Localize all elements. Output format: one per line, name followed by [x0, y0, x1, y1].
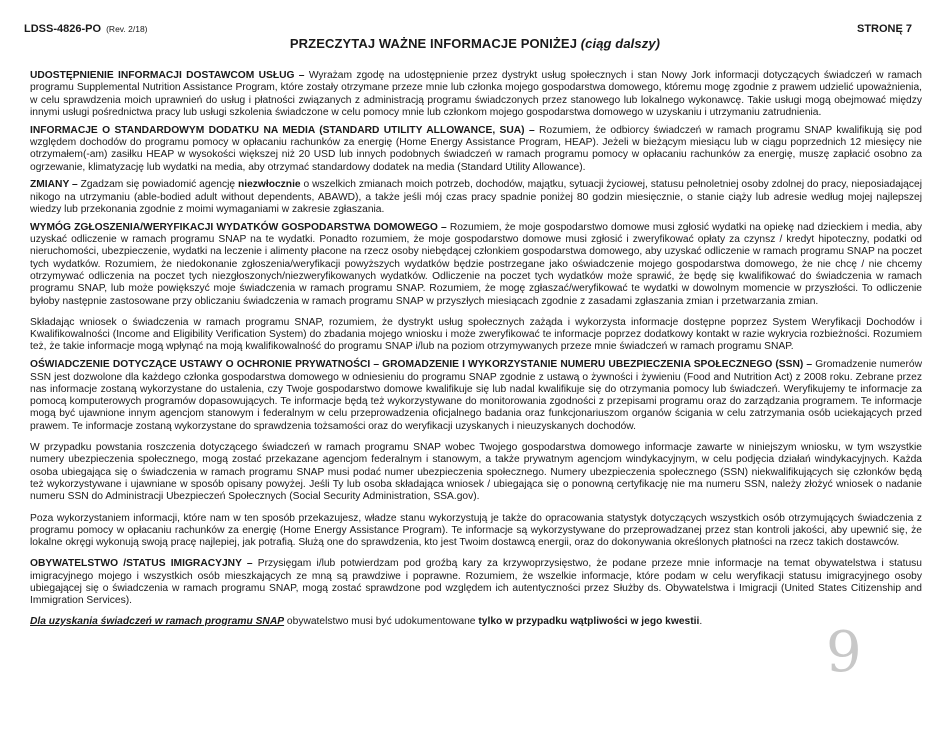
paragraph-heap-statistics	[30, 513, 922, 550]
section-heading: OBYWATELSTWO /STATUS IMIGRACYJNY –	[30, 558, 253, 570]
section-text: Poza wykorzystaniem informacji, które nam w ten sposób przekazujesz, władze stanu wykorzystują je także do opracowania statystyk dotyczących wszystkich osób otrzymujących świadczenia z programu pomocy w opłacaniu rachunków za energię (Home Energy Assistance Program). Te informacje są wykorzystywane do przeprowadzanej przez stan kontroli jakości, aby upewnić się, że lokalne okręgi wykonują swoją pracę najlepiej, jak potrafią. Służą one do sprawdzenia, kto jest Twoim dostawcą energii, oraz do dokonywania określonych płatności na rzecz takich dostawców.	[30, 512, 922, 549]
form-id	[24, 23, 148, 35]
section-privacy-ssn	[30, 359, 922, 433]
underlined-text: Dla uzyskania świadczeń w ramach programu SNAP	[30, 615, 285, 627]
section-text: W przypadku powstania roszczenia dotyczącego świadczeń w ramach programu SNAP wobec Twojego gospodarstwa domowego informacje zawarte w niniejszym wniosku, w tym wszystkie numery ubezpieczenia społecznego, mogą zostać przekazane agencjom federalnym i stanowym, a także prywatnym agencjom windykacyjnym, w celu podjęcia działań windykacyjnych. Każda osoba ubiegająca się o świadczenia w ramach programu SNAP musi podać numer ubezpieczenia społecznego. Numery ubezpieczenia społecznego (SSN) niekwalifikujących się członków będą też wykorzystywane i ujawniane w sposób opisany powyżej. Jeśli Ty lub osoba składająca wniosek / ubiegająca się o ponowną certyfikację nie ma numeru SSN, należy złożyć wniosek o nadanie numeru SSN do Administracji Ubezpieczeń Społecznych (Social Security Administration, SSA.gov).	[30, 442, 922, 503]
end-punctuation: .	[699, 615, 703, 627]
page-marker-number: 9	[826, 620, 862, 685]
section-heading: UDOSTĘPNIENIE INFORMACJI DOSTAWCOM USŁUG –	[30, 70, 305, 81]
paragraph-claims	[30, 442, 922, 503]
section-text: Gromadzenie numerów SSN jest dozwolone dla każdego członka gospodarstwa domowego w odniesieniu do programu SNAP zgodnie z ustawą o żywności i żywieniu (Food and Nutrition Act) z 2008 roku. Zebrane przez nas informacje zostaną wykorzystane do ustalenia, czy Twoje gospodarstwo domowe kwalifikuje się lub nadal kwalifikuje się do otrzymania pomocy lub świadczeń. Weryfikujemy te informacje za pomocą komputerowych programów dopasowujących. Te informacje będą też wykorzystywane do monitorowania zgodności z przepisami programu oraz do zarządzania programem. Te informacje mogą być ujawnione innym agencjom stanowym i federalnym w celu przeprowadzenia oficjalnego badania oraz funkcjonariuszom organów ścigania w celu zatrzymania osób uciekających przed prawem. Te informacje zostaną wykorzystane do sprawdzenia tożsamości oraz do weryfikacji uzyskanych i nieuzyskanych dochodów.	[30, 359, 922, 432]
section-text: Przysięgam i/lub potwierdzam pod groźbą kary za krzywoprzysięstwo, że podane przeze mnie informacje na temat obywatelstwa i statusu imigracyjnego mojego i wszystkich osób mieszkających ze mną są prawdziwe i poprawne. Rozumiem, że wszelkie informacje, które podam w celu weryfikacji statusu imigracyjnego osoby ubiegającej się o świadczenia w ramach programu SNAP, mogą zostać sprawdzone pod względem ich autentyczności przez Służby ds. Obywatelstwa i Imigracji (United States Citizenship and Immigration Services).	[30, 558, 922, 607]
page-title	[0, 36, 950, 51]
section-changes	[30, 179, 922, 216]
form-number: LDSS-4826-PO	[24, 23, 102, 35]
section-text: Rozumiem, że odbiorcy świadczeń w ramach programu SNAP kwalifikują się pod względem dochodów do programu pomocy w opłacaniu rachunków za energię (Home Energy Assistance Program, HEAP). Jeżeli w bieżącym miesiącu lub w ciągu poprzednich 12 miesięcy nie otrzymałem(-am) zasiłku HEAP w wysokości większej niż 20 USD lub innych podobnych świadczeń w ramach programu pomocy w opłacaniu rachunków za energię, muszę zapłacić osobno za ogrzewanie, klimatyzację lub wydatki na media, aby otrzymać standardowy dodatek na media (Standard Utility Allowance).	[30, 124, 922, 173]
page-label: STRONĘ 7	[856, 23, 912, 35]
form-revision: (Rev. 2/18)	[106, 24, 148, 34]
document-body	[30, 70, 922, 633]
paragraph-ievs	[30, 317, 922, 354]
section-text: Składając wniosek o świadczenia w ramach programu SNAP, rozumiem, że dystrykt usług społecznych zażąda i wykorzysta informacje dostępne poprzez System Weryfikacji Dochodów i Kwalifikowalności (Income and Eligibility Verification System) do zbadania mojego wniosku i może zweryfikować te informacje poprzez dodatkowy kontakt w razie wykrycia rozbieżności. Rozumiem też, że takie informacje mogą wpłynąć na moją kwalifikowalność do programu SNAP i/lub na poziom otrzymywanych przeze mnie świadczeń w ramach programu SNAP.	[30, 316, 922, 353]
section-text: o wszelkich zmianach moich potrzeb, dochodów, majątku, sytuacji życiowej, statusu pełnoletniej osoby zdolnej do pracy, nieposiadającej nikogo na utrzymaniu (able-bodied adult without dependents, ABAWD), a także jeśli mój czas pracy spadnie poniżej 80 godzin miesięcznie, o stanie ciąży lub adresie według mojej najlepszej wiedzy lub przekonania zgodnie z moimi wymaganiami w zakresie zgłaszania.	[30, 179, 922, 215]
section-expenses	[30, 222, 922, 308]
section-text: obywatelstwo musi być udokumentowane	[286, 615, 476, 627]
section-citizenship	[30, 558, 922, 607]
section-text: Rozumiem, że moje gospodarstwo domowe musi zgłosić wydatki na opiekę nad dzieckiem i media, aby uzyskać odliczenie w ramach programu SNAP na te wydatki. Ponadto rozumiem, że moje gospodarstwo domowe musi zgłosić i zweryfikować opłaty za czynsz / kredyt hipoteczny, podatki od nieruchomości, ubezpieczenie, wydatki na leczenie i alimenty płacone na rzecz osoby niebędącej członkiem gospodarstwa domowego, aby uzyskać odliczenie w ramach programu SNAP na poczet tych wydatków. Rozumiem, że niedokonanie zgłoszenia/weryfikacji powyższych wydatków będzie postrzegane jako oświadczenie mojego gospodarstwa domowego, że nie chcę / nie chcemy otrzymywać odliczenia na poczet tych niezgłoszonych/niezweryfikowanych wydatków. Odliczenie na poczet tych wydatków może sprawić, że będę się kwalifikować do świadczenia w ramach programu SNAP, lub może powiększyć moje świadczenia w ramach programu SNAP. Rozumiem, że mogę zgłaszać/weryfikować te wydatki w dowolnym momencie w przyszłości. To odliczenie byłoby następnie zastosowane przy obliczaniu świadczenia w ramach programu SNAP w przyszłych miesiącach zgodnie z zasadami zgłaszania zmian i przetwarzania zmian.	[30, 221, 922, 307]
paragraph-citizenship-note	[30, 616, 922, 628]
section-sua	[30, 125, 922, 174]
section-service-providers	[30, 70, 922, 119]
section-text: Zgadzam się powiadomić agencję	[80, 179, 236, 191]
section-heading: INFORMACJE O STANDARDOWYM DODATKU NA MEDIA (STANDARD UTILITY ALLOWANCE, SUA) –	[30, 124, 535, 136]
emphasis-text: tylko w przypadku wątpliwości w jego kwestii	[478, 615, 700, 627]
title-main: PRZECZYTAJ WAŻNE INFORMACJE PONIŻEJ	[289, 36, 578, 51]
section-heading: OŚWIADCZENIE DOTYCZĄCE USTAWY O OCHRONIE PRYWATNOŚCI – GROMADZENIE I WYKORZYSTANIE NUMERU UBEZPIECZENIA SPOŁECZNEGO (SSN) –	[30, 359, 813, 371]
title-suffix: (ciąg dalszy)	[580, 36, 661, 51]
emphasis-text: niezwłocznie	[237, 179, 301, 191]
section-heading: WYMÓG ZGŁOSZENIA/WERYFIKACJI WYDATKÓW GOSPODARSTWA DOMOWEGO –	[30, 221, 447, 233]
section-text: Wyrażam zgodę na udostępnienie przez dystrykt usług społecznych i stan Nowy Jork informacji dotyczących świadczeń w ramach programu Supplemental Nutrition Assistance Program, które zostały otrzymane przeze mnie lub członka mojego gospodarstwa domowego, któremu mogę zgodnie z prawem udzielić upoważnienia, w celu sprawdzenia moich uprawnień do usług i płatności związanych z administracją programu świadczonych przez stanowego lub lokalnego wykonawcę. Takie usługi mogą obejmować między innymi usługi pośrednictwa pracy lub usługi szkolenia świadczone w celu pomocy mnie lub członkom mojego gospodarstwa domowego w uzyskaniu i utrzymaniu zatrudnienia.	[30, 70, 922, 118]
section-heading: ZMIANY –	[30, 179, 78, 191]
